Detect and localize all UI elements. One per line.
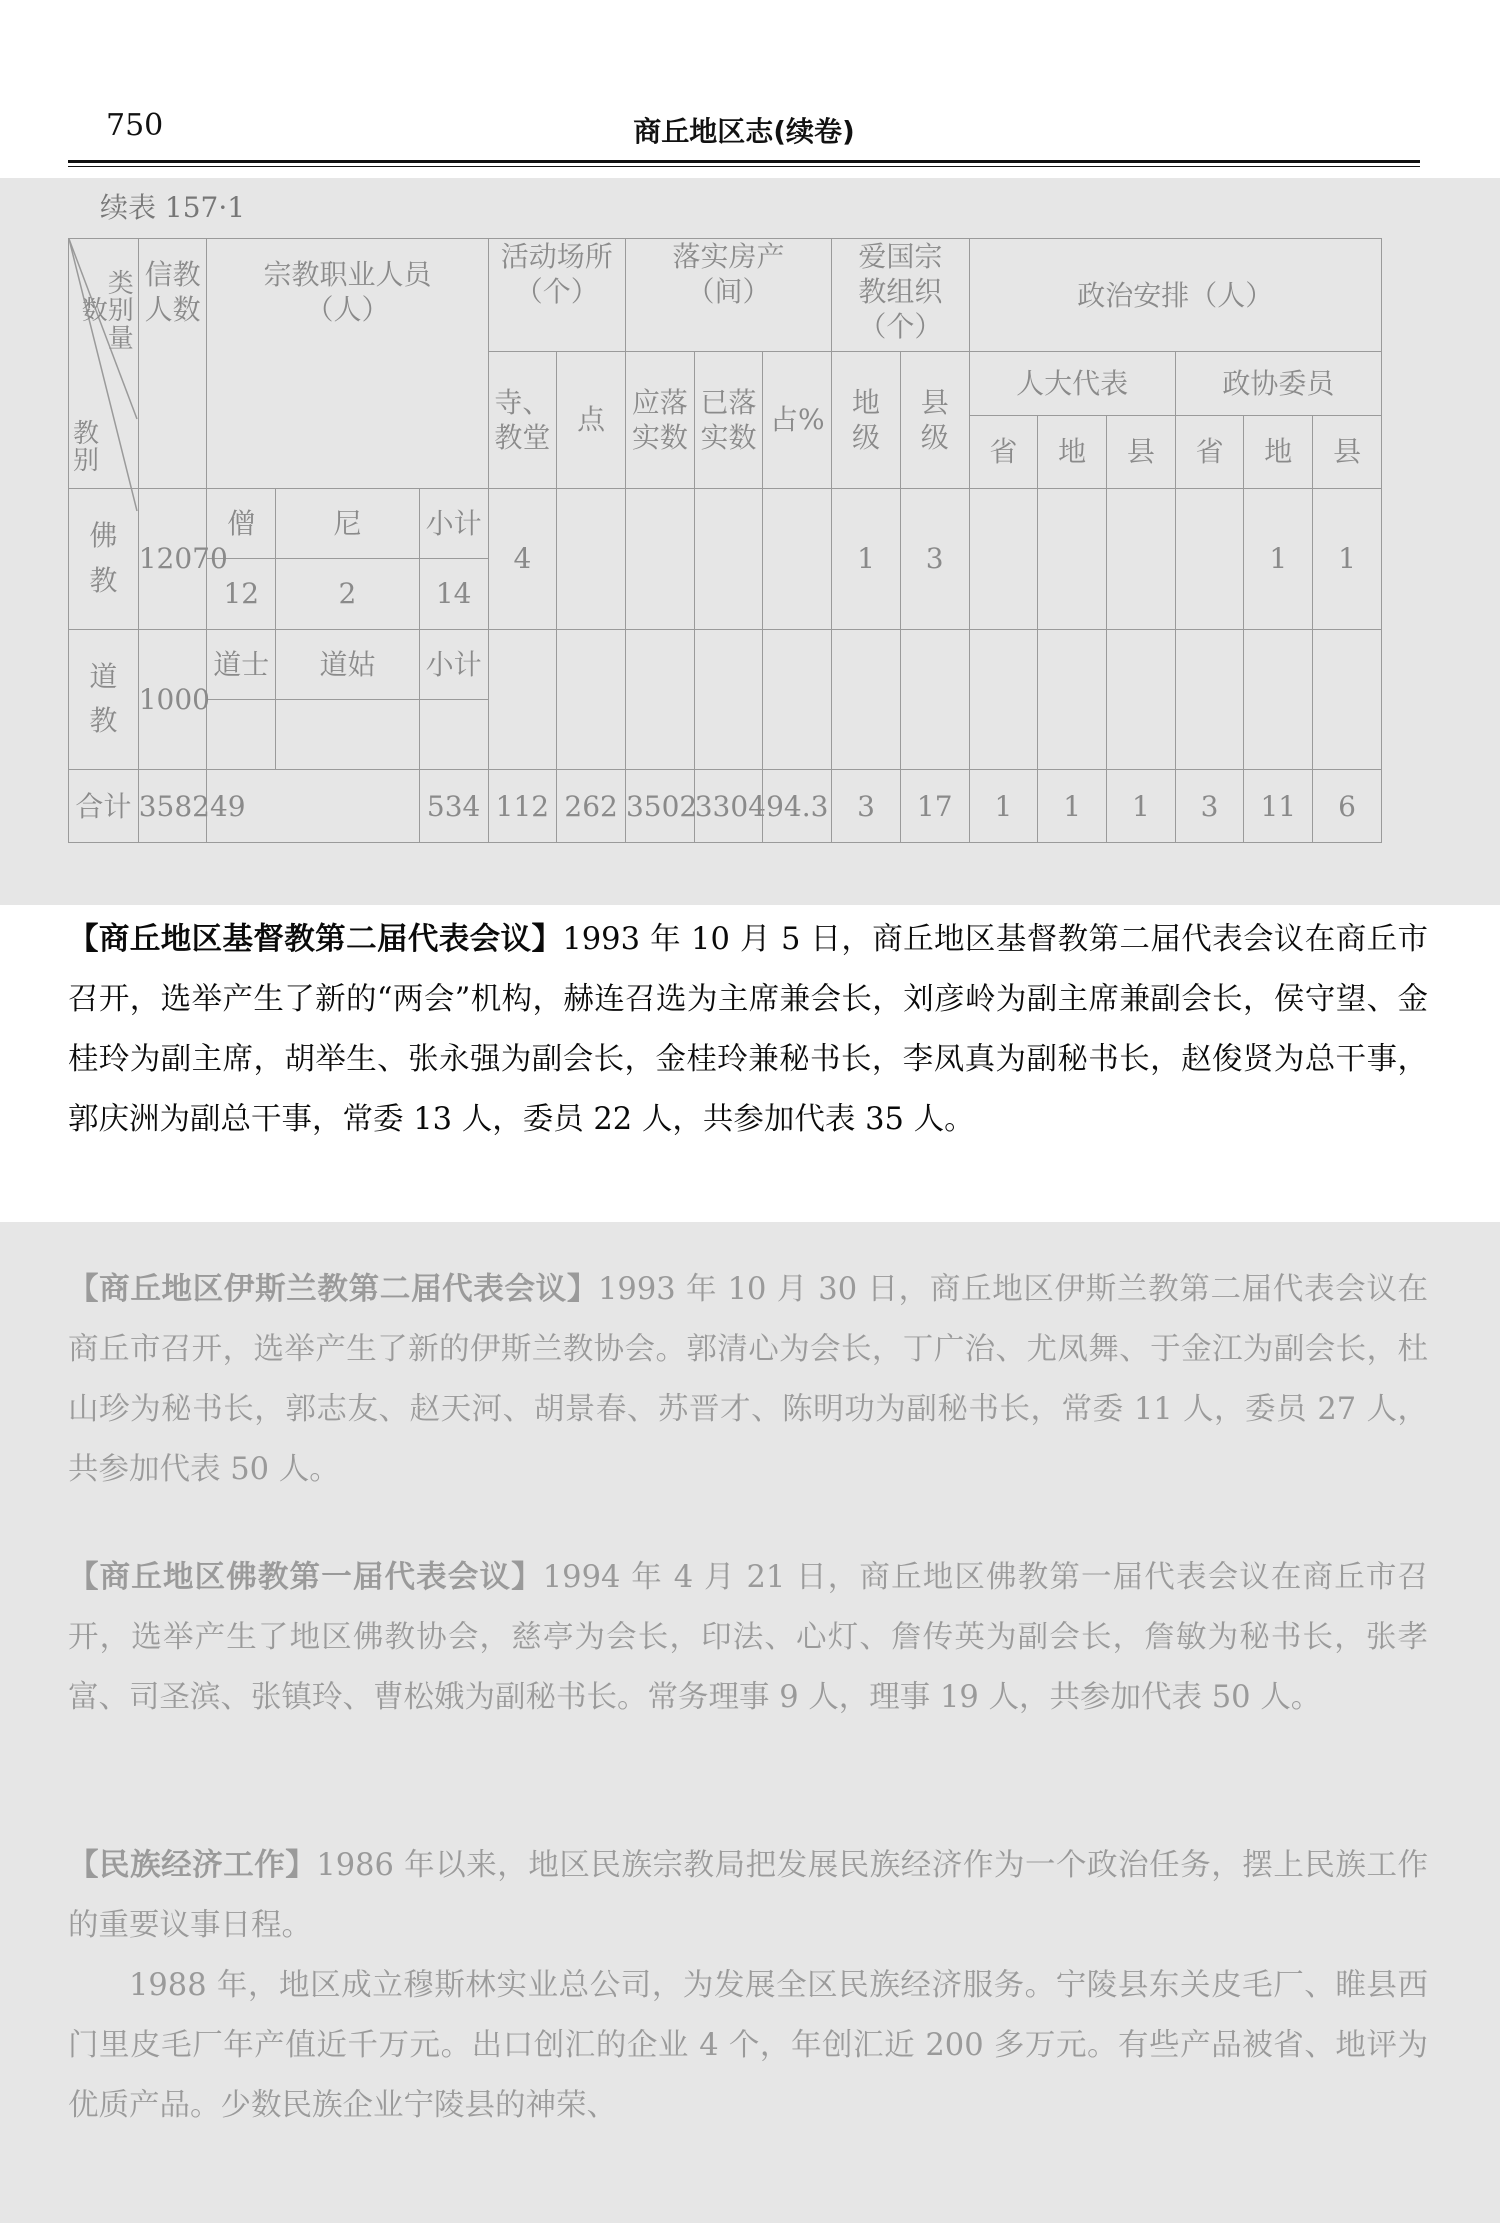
buddhism-monk-count: 12: [207, 559, 276, 629]
table-corner-cell: [69, 239, 139, 489]
buddhism-subtotal-count: 14: [419, 559, 488, 629]
total-believers: 358249: [138, 770, 207, 843]
running-title: 商丘地区志(续卷): [633, 115, 855, 148]
page-number: 750: [106, 108, 164, 143]
header-npc-province: 省: [969, 416, 1038, 489]
buddhism-nun-label: 尼: [276, 488, 420, 558]
header-rule-thick: [68, 160, 1420, 163]
section-islam-congress: [68, 1260, 1428, 1500]
section-heading: 【商丘地区基督教第二届代表会议】: [68, 922, 563, 957]
buddhism-cppcc-county: 1: [1313, 488, 1382, 629]
buddhism-cppcc-province: [1175, 488, 1244, 629]
buddhism-due: [625, 488, 694, 629]
buddhism-pct: [763, 488, 832, 629]
total-pct: 94.3: [763, 770, 832, 843]
header-property-done: 已落 实数: [694, 352, 763, 489]
section-ethnic-economy: [68, 1836, 1428, 2136]
header-npc: 人大代表: [969, 352, 1175, 416]
statistics-table: [68, 238, 1382, 843]
header-property-pct: 占%: [763, 352, 832, 489]
row-label-total: 合计: [69, 770, 139, 843]
total-org-county: 17: [900, 770, 969, 843]
total-npc-prefecture: 1: [1038, 770, 1107, 843]
buddhism-org-prefecture: 1: [832, 488, 901, 629]
header-venues-point: 点: [557, 352, 626, 489]
header-cppcc-county: 县: [1313, 416, 1382, 489]
total-cppcc-province: 3: [1175, 770, 1244, 843]
header-cppcc-province: 省: [1175, 416, 1244, 489]
page-header: [68, 108, 1420, 158]
total-npc-province: 1: [969, 770, 1038, 843]
total-temple: 112: [488, 770, 557, 843]
header-org-county: 县 级: [900, 352, 969, 489]
total-cppcc-county: 6: [1313, 770, 1382, 843]
row-label-taoism: 道 教: [69, 629, 139, 770]
section-body-paragraph-2: 1988 年，地区成立穆斯林实业总公司，为发展全区民族经济服务。宁陵县东关皮毛厂、睢县西门里皮毛厂年产值近千万元。出口创汇的企业 4 个，年创汇近 200 多万元。有些产品被省、地评为优质产品。少数民族企业宁陵县的神荣、: [68, 1968, 1428, 2123]
buddhism-org-county: 3: [900, 488, 969, 629]
buddhism-believers: 12070: [138, 488, 207, 629]
buddhism-nun-count: 2: [276, 559, 420, 629]
total-point: 262: [557, 770, 626, 843]
total-clergy: 534: [419, 770, 488, 843]
header-believers: 信教 人数: [138, 239, 207, 489]
section-heading: 【民族经济工作】: [68, 1848, 317, 1883]
header-clergy: 宗教职业人员 （人）: [207, 239, 488, 489]
header-venues-temple: 寺、 教堂: [488, 352, 557, 489]
section-heading: 【商丘地区伊斯兰教第二届代表会议】: [68, 1272, 599, 1307]
total-cppcc-prefecture: 11: [1244, 770, 1313, 843]
table-caption: 续表 157·1: [100, 191, 246, 224]
total-org-prefecture: 3: [832, 770, 901, 843]
section-heading: 【商丘地区佛教第一届代表会议】: [68, 1560, 543, 1595]
buddhism-monk-label: 僧: [207, 488, 276, 558]
header-property: 落实房产 （间）: [625, 239, 831, 352]
header-org: 爱国宗 教组织 （个）: [832, 239, 969, 352]
section-body: 1994 年 4 月 21 日，商丘地区佛教第一届代表会议在商丘市召开，选举产生了地区佛教协会，慈亭为会长，印法、心灯、詹传英为副会长，詹敏为秘书长，张孝富、司圣滨、张镇玲、曹松娥为副秘书长。常务理事 9 人，理事 19 人，共参加代表 50 人。: [68, 1560, 1428, 1715]
section-body: 1993 年 10 月 5 日，商丘地区基督教第二届代表会议在商丘市召开，选举产生了新的“两会”机构，赫连召选为主席兼会长，刘彦岭为副主席兼副会长，侯守望、金桂玲为副主席，胡举生、张永强为副会长，金桂玲兼秘书长，李凤真为副秘书长，赵俊贤为总干事，郭庆洲为副总干事，常委 13 人，委员 22 人，共参加代表 35 人。: [68, 922, 1428, 1137]
taoism-subtotal-label: 小计: [419, 629, 488, 699]
header-org-prefecture: 地 级: [832, 352, 901, 489]
section-buddhism-congress: [68, 1548, 1428, 1728]
total-npc-county: 1: [1107, 770, 1176, 843]
header-venues: 活动场所 （个）: [488, 239, 625, 352]
buddhism-npc-province: [969, 488, 1038, 629]
buddhism-temple: 4: [488, 488, 557, 629]
buddhism-subtotal-label: 小计: [419, 488, 488, 558]
header-cppcc-prefecture: 地: [1244, 416, 1313, 489]
header-property-due: 应落 实数: [625, 352, 694, 489]
section-body: 1993 年 10 月 30 日，商丘地区伊斯兰教第二届代表会议在商丘市召开，选举产生了新的伊斯兰教协会。郭清心为会长，丁广治、尤凤舞、于金江为副会长，杜山珍为秘书长，郭志友、赵天河、胡景春、苏晋才、陈明功为副秘书长，常委 11 人，委员 27 人，共参加代表 50 人。: [68, 1272, 1429, 1487]
total-done: 3304: [694, 770, 763, 843]
buddhism-npc-prefecture: [1038, 488, 1107, 629]
taoism-believers: 1000: [138, 629, 207, 770]
header-npc-county: 县: [1107, 416, 1176, 489]
total-due: 3502: [625, 770, 694, 843]
header-rule-thin: [68, 166, 1420, 167]
row-label-buddhism: 佛 教: [69, 488, 139, 629]
taoism-subtotal-count: [419, 699, 488, 769]
section-christian-congress: [68, 910, 1428, 1150]
buddhism-done: [694, 488, 763, 629]
buddhism-npc-county: [1107, 488, 1176, 629]
taoism-nun-label: 道姑: [276, 629, 420, 699]
header-npc-prefecture: 地: [1038, 416, 1107, 489]
header-political: 政治安排（人）: [969, 239, 1381, 352]
corner-bottom-label: 教 别: [73, 419, 100, 477]
section-body: 1986 年以来，地区民族宗教局把发展民族经济作为一个政治任务，摆上民族工作的重要议事日程。: [68, 1848, 1428, 1943]
buddhism-cppcc-prefecture: 1: [1244, 488, 1313, 629]
corner-top-label: 类 数别 量: [81, 269, 134, 354]
header-cppcc: 政协委员: [1175, 352, 1381, 416]
taoism-priest-count: [207, 699, 276, 769]
buddhism-point: [557, 488, 626, 629]
taoism-priest-label: 道士: [207, 629, 276, 699]
taoism-nun-count: [276, 699, 420, 769]
